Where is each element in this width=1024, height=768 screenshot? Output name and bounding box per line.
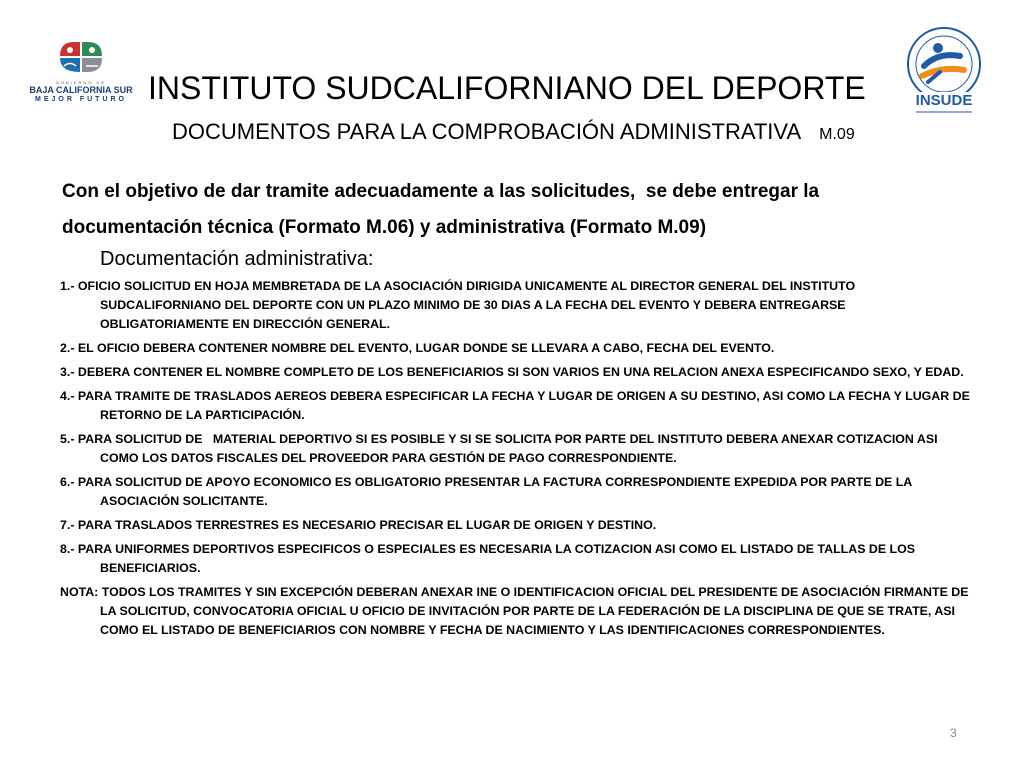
insude-logo [898, 22, 990, 120]
list-item: 3.- DEBERA CONTENER EL NOMBRE COMPLETO DE LOS BENEFICIARIOS SI SON VARIOS EN UNA RELACION ANEXA ESPECIFICANDO SEXO, Y EDAD. [60, 365, 964, 379]
subtitle-text: DOCUMENTOS PARA LA COMPROBACIÓN ADMINISTRATIVA [172, 119, 802, 144]
intro-line-2: documentación técnica (Formato M.06) y administrativa (Formato M.09) [62, 217, 707, 238]
bcs-seal-icon [58, 40, 104, 74]
state-name: BAJA CALIFORNIA SUR [29, 85, 133, 95]
list-item: 5.- PARA SOLICITUD DE MATERIAL DEPORTIVO SI ES POSIBLE Y SI SE SOLICITA POR PARTE DEL INSTITUTO DEBERA ANEXAR COTIZACION ASI COMO LOS DATOS FISCALES DEL PROVEEDOR PARA GESTIÓN DE PAGO CORRESPONDIENTE. [60, 432, 941, 465]
section-heading: Documentación administrativa: [100, 248, 374, 270]
list-item: 7.- PARA TRASLADOS TERRESTRES ES NECESARIO PRECISAR EL LUGAR DE ORIGEN Y DESTINO. [60, 518, 657, 532]
note-item: NOTA: TODOS LOS TRAMITES Y SIN EXCEPCIÓN DEBERAN ANEXAR INE O IDENTIFICACION OFICIAL DEL PRESIDENTE DE ASOCIACIÓN FIRMANTE DE LA SOLICITUD, CONVOCATORIA OFICIAL U OFICIO DE INVITACIÓN POR PARTE DE LA FEDERACIÓN DE LA DISCIPLINA DE QUE SE TRATE, ASI COMO EL LISTADO DE BENEFICIARIOS CON NOMBRE Y FECHA DE NACIMIENTO Y LAS IDENTIFICACIONES CORRESPONDIENTES. [60, 585, 969, 637]
requirements-list [60, 277, 970, 645]
list-item: 1.- OFICIO SOLICITUD EN HOJA MEMBRETADA DE LA ASOCIACIÓN DIRIGIDA UNICAMENTE AL DIRECTOR GENERAL DEL INSTITUTO SUDCALIFORNIANO DEL DEPORTE CON UN PLAZO MINIMO DE 30 DIAS A LA FECHA DEL EVENTO Y DEBERA ENTREGARSE OBLIGATORIAMENTE EN DIRECCIÓN GENERAL. [60, 279, 856, 331]
page-subtitle [172, 118, 932, 149]
list-item: 4.- PARA TRAMITE DE TRASLADOS AEREOS DEBERA ESPECIFICAR LA FECHA Y LUGAR DE ORIGEN A SU DESTINO, ASI COMO LA FECHA Y LUGAR DE RETORNO DE LA PARTICIPACIÓN. [60, 389, 970, 422]
intro-line-1: Con el objetivo de dar tramite adecuadamente a las solicitudes, se debe entregar la [62, 181, 820, 202]
state-motto: MEJOR FUTURO [35, 96, 127, 103]
list-item: 6.- PARA SOLICITUD DE APOYO ECONOMICO ES OBLIGATORIO PRESENTAR LA FACTURA CORRESPONDIENTE EXPEDIDA POR PARTE DE LA ASOCIACIÓN SOLICITANTE. [60, 475, 912, 508]
page-number: 3 [950, 726, 957, 740]
list-item: 2.- EL OFICIO DEBERA CONTENER NOMBRE DEL EVENTO, LUGAR DONDE SE LLEVARA A CABO, FECHA DEL EVENTO. [60, 341, 775, 355]
form-code: M.09 [819, 126, 855, 143]
insude-brand-text: INSUDE [915, 92, 973, 109]
bcs-government-logo [22, 40, 140, 108]
intro-paragraph [62, 174, 962, 246]
page-title: INSTITUTO SUDCALIFORNIANO DEL DEPORTE [148, 70, 866, 106]
list-item: 8.- PARA UNIFORMES DEPORTIVOS ESPECIFICOS O ESPECIALES ES NECESARIA LA COTIZACION ASI COMO EL LISTADO DE TALLAS DE LOS BENEFICIARIOS. [60, 542, 916, 575]
gob-text: GOBIERNO DE [55, 80, 107, 85]
